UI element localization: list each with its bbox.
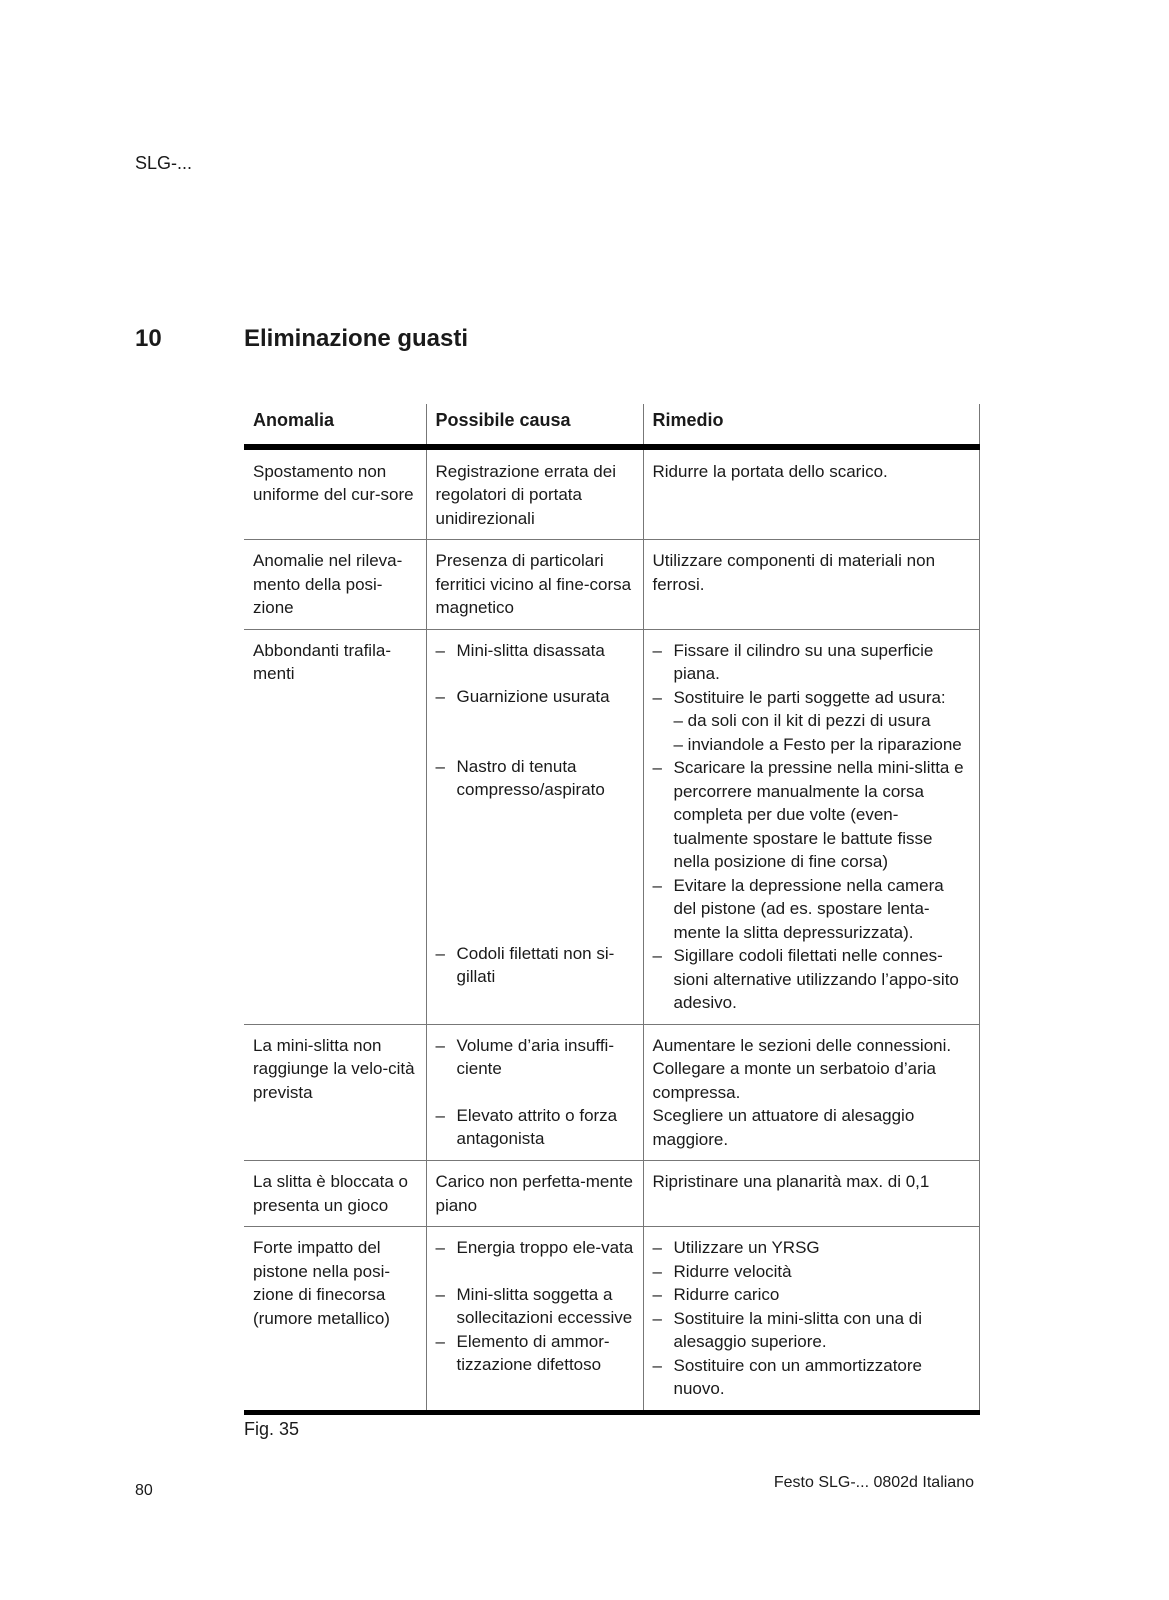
table-header-row <box>244 404 979 447</box>
cause-cell: Registrazione errata dei regolatori di portata unidirezionali <box>426 447 643 540</box>
page-number: 80 <box>135 1482 153 1499</box>
anomaly-cell: Abbondanti trafila-menti <box>244 629 426 1024</box>
cause-item: – Guarnizione usurata <box>436 685 634 709</box>
cause-item: – Mini-slitta soggetta a sollecitazioni eccessive <box>436 1283 634 1330</box>
column-header-causa: Possibile causa <box>426 404 643 447</box>
table-row <box>244 540 979 630</box>
cause-item: – Energia troppo ele-vata <box>436 1236 634 1260</box>
column-header-anomalia: Anomalia <box>244 404 426 447</box>
cause-list <box>436 1034 634 1151</box>
cause-cell <box>426 1024 643 1161</box>
remedy-cell <box>643 1227 979 1413</box>
cause-item: – Volume d’aria insuffi-ciente <box>436 1034 634 1081</box>
table-row <box>244 629 979 1024</box>
remedy-item: – Sigillare codoli filettati nelle connes-sioni alternative utilizzando l’appo-sito adesivo. <box>653 944 970 1015</box>
remedy-cell <box>643 629 979 1024</box>
table-row <box>244 1161 979 1227</box>
remedy-cell <box>643 1024 979 1161</box>
anomaly-cell: Spostamento non uniforme del cur-sore <box>253 461 414 504</box>
remedy-list <box>653 1236 970 1401</box>
cause-cell <box>426 1227 643 1413</box>
remedy-line: Aumentare le sezioni delle connessioni. <box>652 1035 952 1055</box>
remedy-cell: Ridurre la portata dello scarico. <box>643 447 979 540</box>
table-row <box>244 1024 979 1161</box>
cause-list <box>436 1236 634 1377</box>
anomaly-cell: Anomalie nel rileva-mento della posi-zione <box>244 540 426 630</box>
cause-cell <box>426 629 643 1024</box>
anomaly-cell: La slitta è bloccata o presenta un gioco <box>244 1161 426 1227</box>
footer-document-id: Festo SLG-... 0802d Italiano <box>773 1474 974 1491</box>
anomaly-cell: La mini-slitta non raggiunge la velo-cità prevista <box>244 1024 426 1161</box>
remedy-subitem: – da soli con il kit di pezzi di usura <box>673 711 931 730</box>
cause-item: – Codoli filettati non si-gillati <box>436 942 634 989</box>
chapter-title: Eliminazione guasti <box>244 325 469 352</box>
remedy-item: – Utilizzare un YRSG <box>653 1236 970 1260</box>
anomaly-cell: Forte impatto del pistone nella posi-zione di finecorsa (rumore metallico) <box>244 1227 426 1413</box>
cause-list <box>436 639 634 989</box>
remedy-list <box>653 639 970 1015</box>
column-header-rimedio: Rimedio <box>643 404 979 447</box>
figure-caption: Fig. 35 <box>244 1419 300 1439</box>
remedy-item: – Ridurre velocità <box>653 1260 970 1284</box>
remedy-cell: Utilizzare componenti di materiali non ferrosi. <box>643 540 979 630</box>
remedy-line: Collegare a monte un serbatoio d’aria compressa. <box>652 1059 937 1102</box>
remedy-line: Scegliere un attuatore di alesaggio maggiore. <box>652 1106 915 1149</box>
remedy-item <box>653 686 970 757</box>
chapter-number: 10 <box>135 325 162 352</box>
table-row <box>244 1227 979 1413</box>
cause-item: – Elevato attrito o forza antagonista <box>436 1104 634 1151</box>
remedy-item: – Sostituire con un ammortizzatore nuovo. <box>653 1354 970 1401</box>
cause-item: – Mini-slitta disassata <box>436 639 634 663</box>
remedy-cell: Ripristinare una planarità max. di 0,1 <box>643 1161 979 1227</box>
running-header: SLG-... <box>135 153 193 173</box>
remedy-item: – Ridurre carico <box>653 1283 970 1307</box>
cause-cell: Carico non perfetta-mente piano <box>426 1161 643 1227</box>
remedy-item-text: Sostituire le parti soggette ad usura: <box>673 687 946 707</box>
cause-cell: Presenza di particolari ferritici vicino al fine-corsa magnetico <box>426 540 643 630</box>
remedy-item: – Evitare la depressione nella camera del pistone (ad es. spostare lenta-mente la slitta depressurizzata). <box>653 874 970 945</box>
remedy-item: – Scaricare la pressine nella mini-slitta e percorrere manualmente la corsa completa per due volte (even-tualmente spostare le battute fisse nella posizione di fine corsa) <box>653 756 970 874</box>
cause-item: – Nastro di tenuta compresso/aspirato <box>436 755 634 802</box>
table-row <box>244 447 979 540</box>
cause-item: – Elemento di ammor-tizzazione difettoso <box>436 1330 634 1377</box>
remedy-item: – Sostituire la mini-slitta con una di alesaggio superiore. <box>653 1307 970 1354</box>
remedy-item: – Fissare il cilindro su una superficie piana. <box>653 639 970 686</box>
troubleshooting-table <box>244 404 980 1415</box>
remedy-subitem: – inviandole a Festo per la riparazione <box>673 734 962 754</box>
